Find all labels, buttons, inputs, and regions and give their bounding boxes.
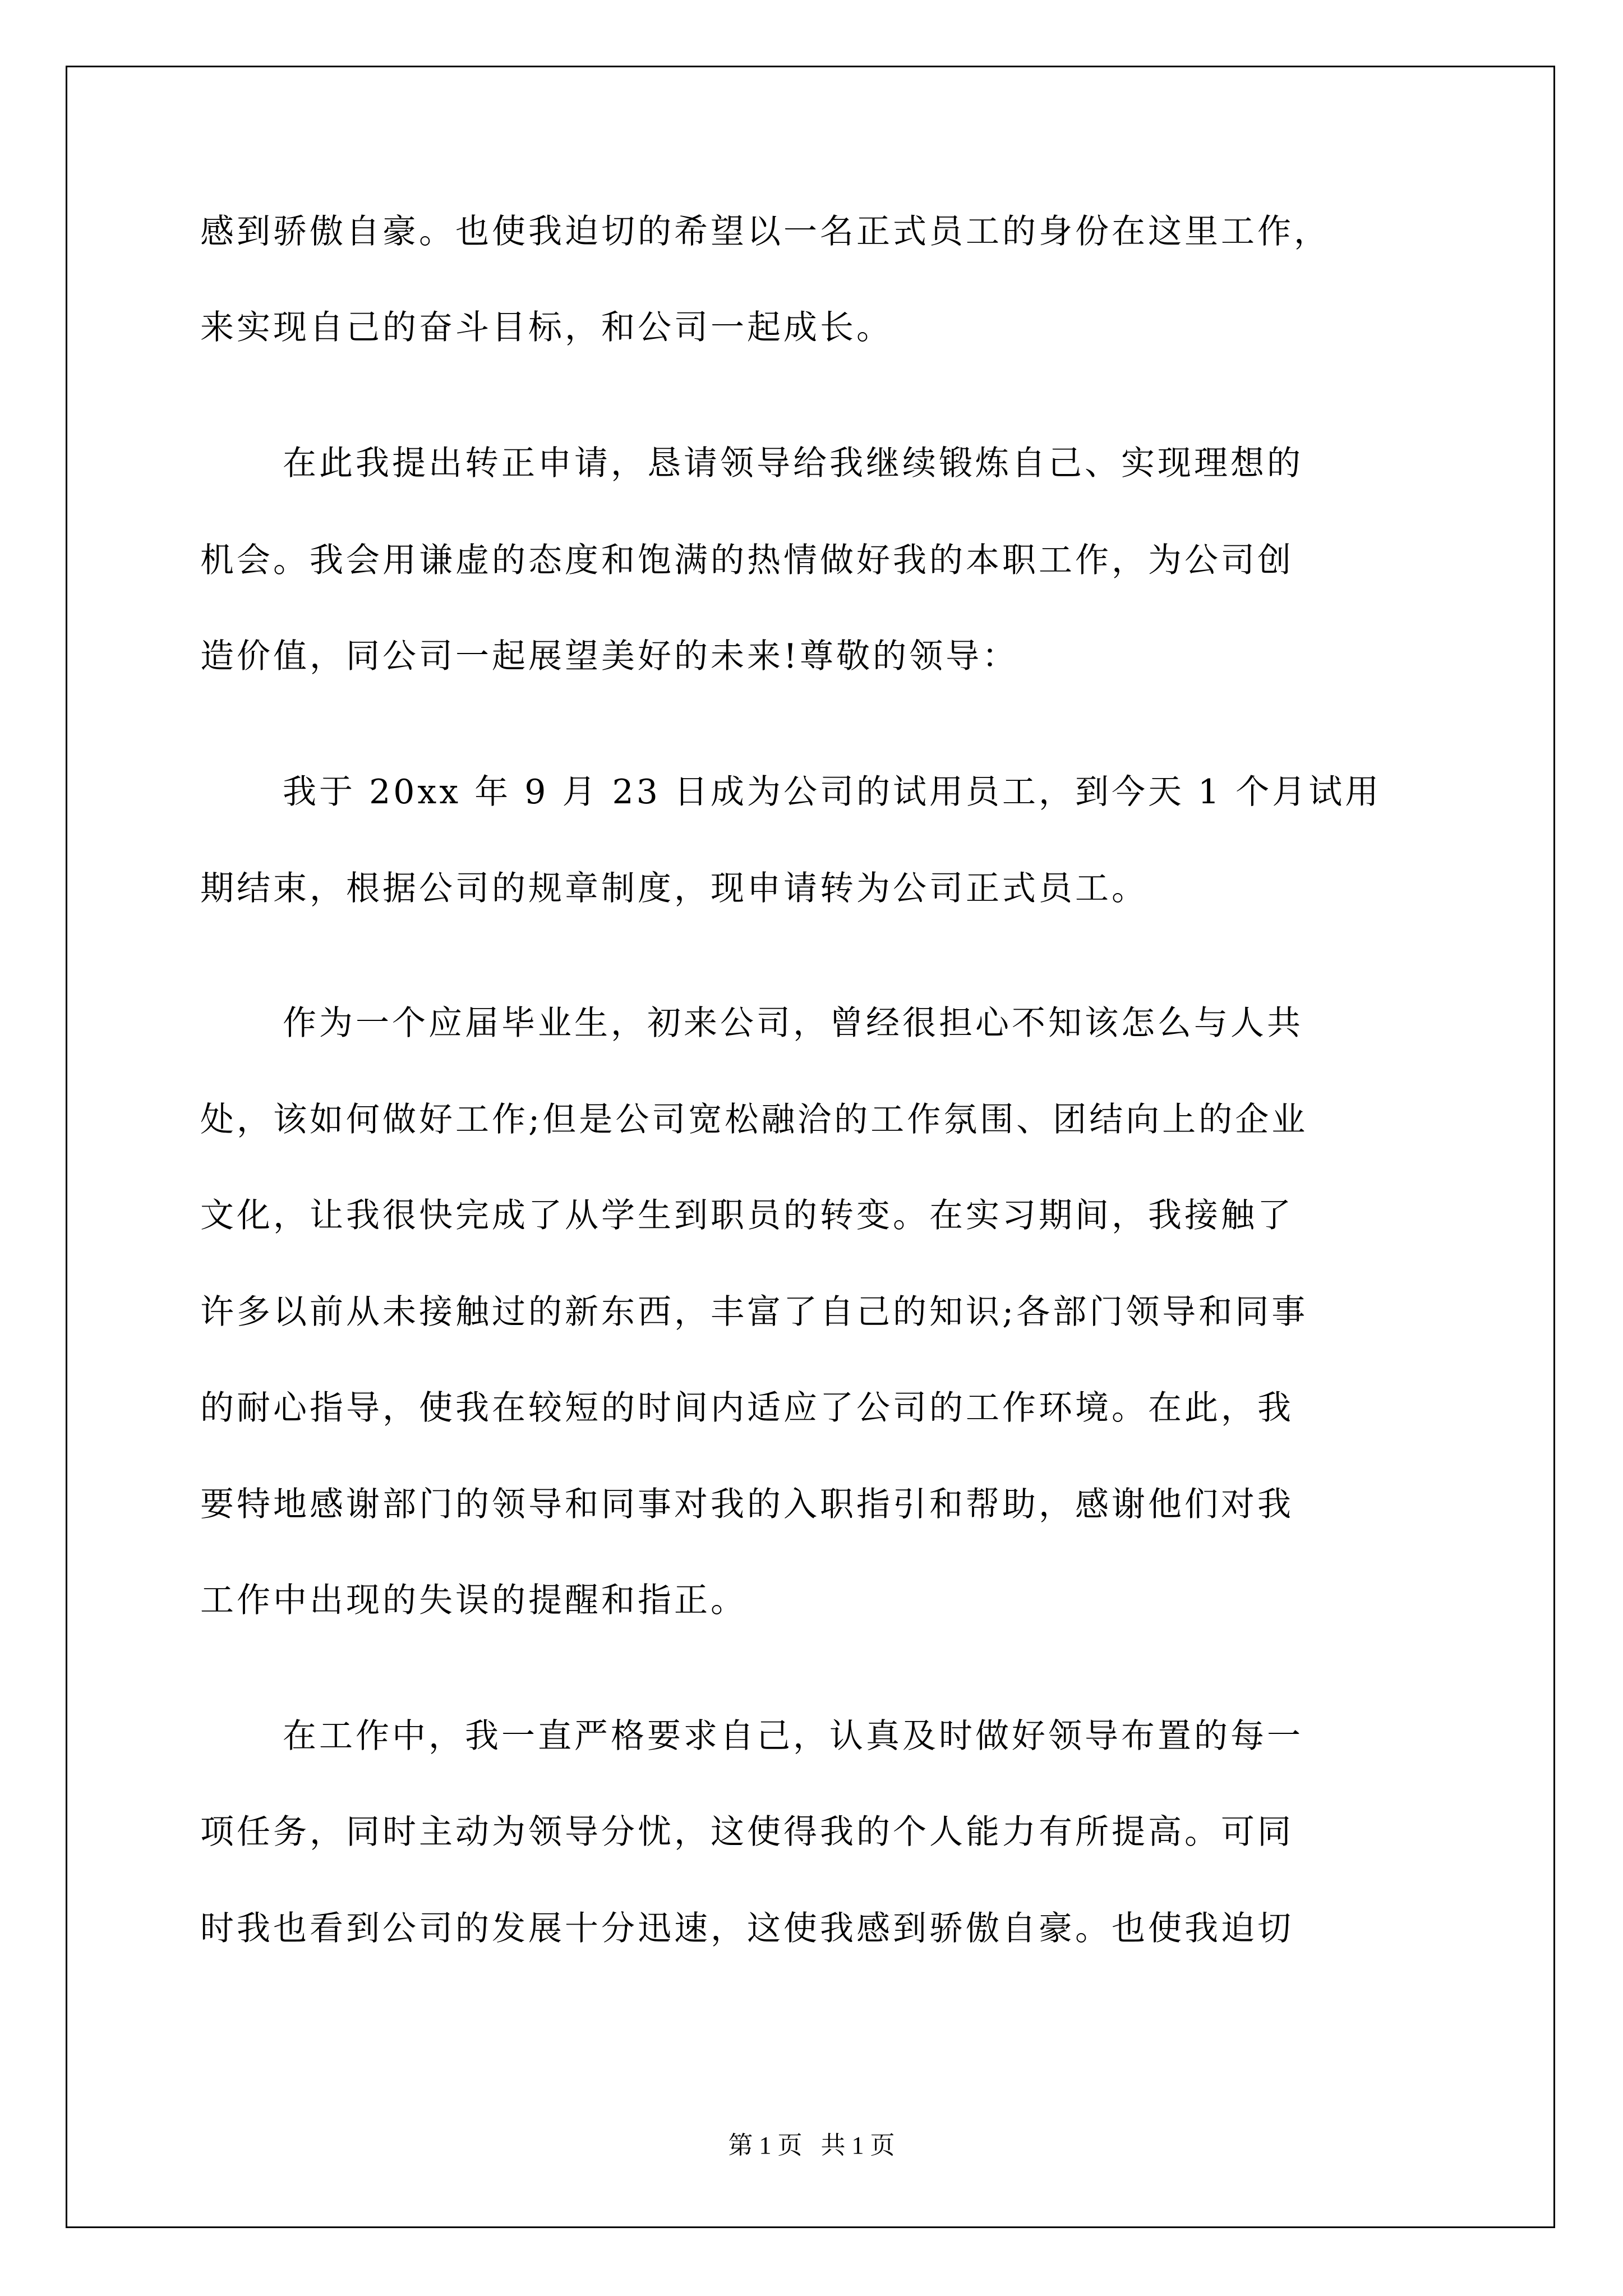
text-line: 作为一个应届毕业生，初来公司，曾经很担心不知该怎么与人共 [283,1004,1303,1043]
text-line: 要特地感谢部门的领导和同事对我的入职指引和帮助，感谢他们对我 [200,1485,1294,1524]
page-border [66,66,1555,2228]
text-line: 造价值，同公司一起展望美好的未来!尊敬的领导： [200,637,1019,676]
page-number-footer: 第 1 页 共 1 页 [728,2132,895,2159]
text-line: 在工作中，我一直严格要求自己，认真及时做好领导布置的每一 [283,1717,1303,1756]
text-line: 项任务，同时主动为领导分忧，这使得我的个人能力有所提高。可同 [200,1812,1294,1852]
text-line: 工作中出现的失误的提醒和指正。 [200,1581,747,1620]
text-line: 机会。我会用谦虚的态度和饱满的热情做好我的本职工作，为公司创 [200,541,1294,580]
text-line: 来实现自己的奋斗目标，和公司一起成长。 [200,308,893,347]
text-line: 我于 20xx 年 9 月 23 日成为公司的试用员工，到今天 1 个月试用 [283,772,1382,812]
text-line: 处，该如何做好工作;但是公司宽松融洽的工作氛围、团结向上的企业 [200,1100,1308,1139]
text-line: 期结束，根据公司的规章制度，现申请转为公司正式员工。 [200,869,1148,908]
text-line: 时我也看到公司的发展十分迅速，这使我感到骄傲自豪。也使我迫切 [200,1909,1294,1948]
text-line: 的耐心指导，使我在较短的时间内适应了公司的工作环境。在此，我 [200,1388,1294,1428]
text-line: 感到骄傲自豪。也使我迫切的希望以一名正式员工的身份在这里工作， [200,212,1330,251]
text-line: 许多以前从未接触过的新东西，丰富了自己的知识;各部门领导和同事 [200,1292,1308,1332]
text-line: 文化，让我很快完成了从学生到职员的转变。在实习期间，我接触了 [200,1196,1294,1235]
text-line: 在此我提出转正申请，恳请领导给我继续锻炼自己、实现理想的 [283,444,1303,483]
